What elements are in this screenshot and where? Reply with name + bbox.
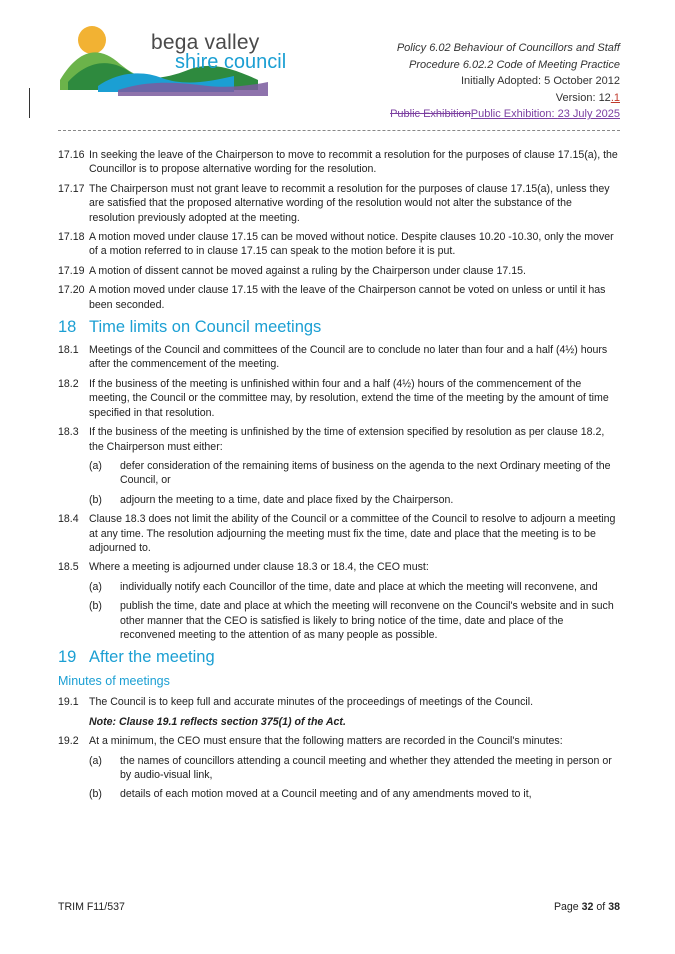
version-change: .1: [610, 91, 620, 104]
clause-number: 18.1: [58, 344, 79, 357]
section-18-heading: [58, 317, 620, 337]
clause-number: 17.16: [58, 149, 85, 161]
clause-17-16: [58, 148, 620, 177]
section-19-heading: [58, 647, 620, 667]
council-logo: [58, 20, 288, 100]
policy-title: Policy 6.02 Behaviour of Councillors and Staff: [396, 42, 620, 54]
subclause-text: publish the time, date and place at which the meeting will reconvene on the Council's website and in such other manner that the CEO is satisfied is likely to bring notice of the time, date and place of the reconvened meeting to the attention of as many people as possible.: [120, 600, 614, 641]
of-word: of: [596, 901, 606, 913]
exhibition-inserted: Public Exhibition:: [470, 108, 558, 120]
clause-17-17: [58, 182, 620, 225]
header-rule: [58, 130, 620, 131]
version-line: [390, 90, 620, 107]
clause-18-1: [58, 343, 620, 372]
subclause-18-5-b: [89, 599, 620, 642]
logo-text-line1: bega valley: [151, 31, 260, 54]
clause-19-2: [58, 734, 620, 748]
clause-number: 18.2: [58, 377, 79, 390]
subclause-letter: (a): [89, 459, 102, 472]
section-title: Time limits on Council meetings: [89, 318, 322, 337]
page-word: Page: [553, 901, 579, 913]
subclause-letter: (b): [89, 493, 102, 506]
subclause-18-5-a: [89, 580, 620, 594]
section-title: After the meeting: [89, 648, 215, 667]
section-number: 19: [58, 648, 77, 667]
clause-17-19: [58, 264, 620, 278]
clause-number: 19.1: [58, 696, 79, 709]
subclause-text: details of each motion moved at a Council meeting and of any amendments moved to it,: [120, 788, 532, 801]
clause-text: Clause 18.3 does not limit the ability of the Council or a committee of the Council to resolve to adjourn a meeting at any time. The resolution adjourning the meeting must fix the time, date and place that the meeting is to be adjourned to.: [89, 513, 616, 554]
clause-text: In seeking the leave of the Chairperson to move to recommit a resolution for the purposes of clause 17.15(a), the Councillor is to propose alternative wording for the resolution.: [89, 149, 618, 176]
clause-number: 18.3: [58, 426, 79, 439]
subclause-18-3-b: [89, 493, 620, 507]
subclause-19-2-a: [89, 754, 620, 783]
clause-text: The Chairperson must not grant leave to recommit a resolution for the purposes of clause 17.15(a), unless they are satisfied that the proposed alternative wording of the resolution would not alter the substance of the resolution previously adopted at the meeting.: [89, 182, 610, 224]
subclause-letter: (b): [89, 788, 102, 801]
subheading-minutes: Minutes of meetings: [58, 674, 170, 689]
clause-text: Where a meeting is adjourned under clause 18.3 or 18.4, the CEO must:: [89, 561, 429, 574]
subclause-text: individually notify each Councillor of the time, date and place at which the meeting will reconvene, and: [120, 580, 598, 593]
subclause-text: adjourn the meeting to a time, date and place fixed by the Chairperson.: [120, 493, 454, 506]
clause-number: 17.20: [58, 284, 85, 297]
clause-text: If the business of the meeting is unfinished within four and a half (4½) hours of the commencement of the meeting, the Council or the committee may, by resolution, extend the time of the meeting by the amount of time specified in that resolution.: [89, 377, 609, 419]
subclause-18-3-a: [89, 459, 620, 488]
clause-text: The Council is to keep full and accurate minutes of the proceedings of meetings of the Council.: [89, 696, 534, 709]
subclause-19-2-b: [89, 787, 620, 801]
clause-17-18: [58, 230, 620, 259]
section-number: 18: [58, 318, 77, 337]
subclause-text: the names of councillors attending a council meeting and whether they attended the meeting in person or by audio-visual link,: [120, 754, 612, 781]
clause-number: 19.2: [58, 735, 79, 748]
exhibition-date: 23 July 2025: [557, 108, 620, 120]
clause-text: Meetings of the Council and committees of the Council are to conclude no later than four and a half (4½) hours after the commencement of the meeting.: [89, 344, 608, 371]
change-bar: [29, 88, 30, 118]
page-current: 32: [581, 901, 594, 913]
clause-note: Note: Clause 19.1 reflects section 375(1) of the Act.: [89, 715, 346, 728]
subclause-letter: (a): [89, 580, 102, 593]
clause-text: A motion moved under clause 17.15 with the leave of the Chairperson cannot be voted on unless or until it has been seconded.: [89, 284, 606, 311]
procedure-title: Procedure 6.02.2 Code of Meeting Practice: [409, 58, 620, 71]
clause-text: At a minimum, the CEO must ensure that the following matters are recorded in the Council's minutes:: [89, 735, 563, 748]
page-total: 38: [608, 901, 620, 913]
clause-18-5: [58, 560, 620, 574]
clause-number: 17.18: [58, 231, 85, 244]
subclause-letter: (a): [89, 754, 102, 767]
clause-number: 18.4: [58, 513, 79, 526]
clause-number: 17.17: [58, 182, 85, 195]
document-body: [58, 148, 620, 807]
subclause-letter: (b): [89, 600, 102, 613]
clause-number: 18.5: [58, 561, 79, 574]
clause-text: A motion moved under clause 17.15 can be moved without notice. Despite clauses 10.20 -10.30, only the mover of a motion referred to in clause 17.15 can speak to the motion before it is put.: [89, 231, 614, 258]
page-number: [554, 901, 620, 913]
clause-text: If the business of the meeting is unfinished by the time of extension specified by resolution as per clause 18.2, the Chairperson must either:: [89, 426, 605, 453]
trim-reference: TRIM F11/537: [58, 901, 125, 913]
exhibition-line: [390, 106, 620, 123]
subclause-text: defer consideration of the remaining items of business on the agenda to the next Ordinary meeting of the Council, or: [120, 459, 611, 487]
document-header-info: [390, 40, 620, 123]
logo-text-line2: shire council: [175, 51, 287, 73]
clause-18-3: [58, 425, 620, 454]
clause-18-2: [58, 377, 620, 420]
clause-text: A motion of dissent cannot be moved against a ruling by the Chairperson under clause 17.15.: [89, 264, 526, 277]
clause-number: 17.19: [58, 264, 85, 277]
adopted-date: Initially Adopted: 5 October 2012: [461, 75, 620, 87]
clause-19-1: [58, 695, 620, 709]
exhibition-deleted: Public Exhibition: [390, 108, 471, 120]
clause-17-20: [58, 283, 620, 312]
clause-18-4: [58, 512, 620, 555]
version-text: Version: 12: [555, 91, 611, 104]
